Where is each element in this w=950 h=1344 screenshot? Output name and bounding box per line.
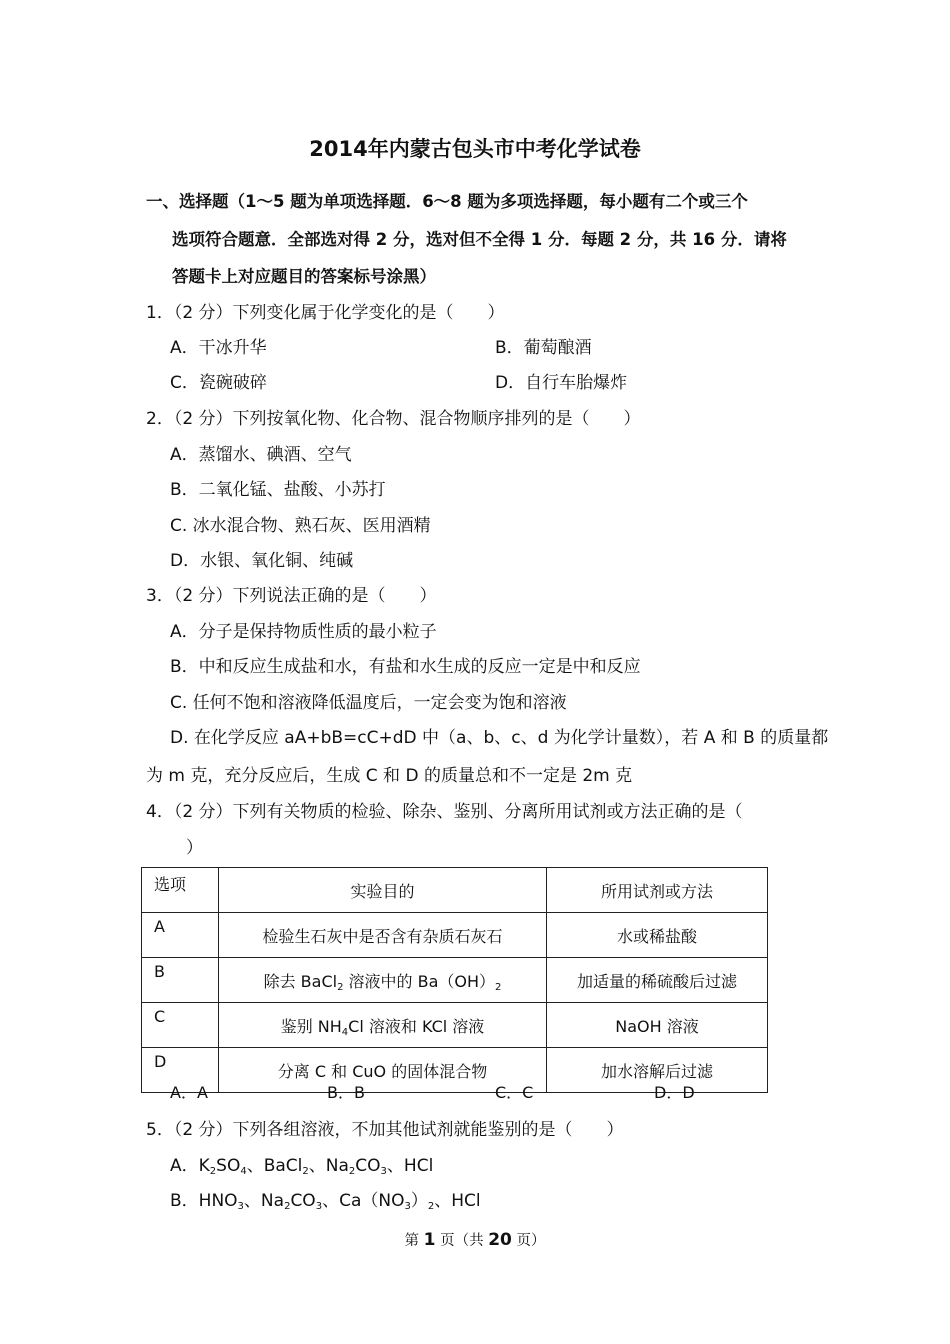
subscript: 2 (209, 1166, 217, 1177)
question-2-option-a: A．蒸馏水、碘酒、空气 (170, 445, 352, 465)
formula-text: 、Na (308, 1156, 349, 1176)
table-header-cell: 选项 (142, 868, 219, 913)
question-4-option-c: C．C (495, 1083, 534, 1102)
table-cell (219, 1003, 547, 1048)
table-cell: D (142, 1048, 219, 1093)
table-header-row (142, 868, 768, 913)
table-row (142, 913, 768, 958)
formula-text: SO (216, 1156, 241, 1176)
formula-text: A．K (170, 1156, 210, 1176)
question-3-stem: 3．（2 分）下列说法正确的是（ ） (146, 586, 437, 606)
subscript: 2 (302, 1166, 309, 1177)
footer-text: 第 (404, 1233, 424, 1249)
question-3-option-c: C. 任何不饱和溶液降低温度后，一定会变为饱和溶液 (170, 693, 567, 713)
formula-text: 、BaCl (246, 1156, 303, 1176)
table-header-cell: 实验目的 (219, 868, 547, 913)
question-3-option-d-line1: D. 在化学反应 aA+bB=cC+dD 中（a、b、c、d 为化学计量数），若 A 和 B 的质量都 (170, 728, 829, 748)
section-heading-line3: 答题卡上对应题目的答案标号涂黑） (172, 267, 436, 286)
subscript: 3 (404, 1201, 411, 1212)
table-cell: 检验生石灰中是否含有杂质石灰石 (219, 913, 547, 958)
footer-text: 页） (511, 1233, 546, 1249)
question-4-table (141, 867, 768, 1093)
subscript: 3 (237, 1201, 244, 1212)
table-cell: 分离 C 和 CuO 的固体混合物 (219, 1048, 547, 1093)
table-cell: 加水溶解后过滤 (547, 1048, 768, 1093)
question-1-stem: 1．（2 分）下列变化属于化学变化的是（ ） (146, 303, 505, 323)
section-heading-line1: 一、选择题（1～5 题为单项选择题．6～8 题为多项选择题，每小题有二个或三个 (146, 192, 748, 211)
question-1-option-d: D．自行车胎爆炸 (495, 373, 628, 393)
formula-text: 、HCl (434, 1191, 481, 1211)
question-5-option-a (170, 1151, 433, 1176)
question-4-stem-close: ） (186, 838, 203, 858)
cell-text: 除去 BaCl (263, 971, 338, 991)
table-cell: B (142, 958, 219, 1003)
question-2-option-b: B．二氧化锰、盐酸、小苏打 (170, 480, 386, 500)
subscript: 3 (315, 1201, 323, 1212)
subscript: 4 (240, 1166, 247, 1177)
question-4-option-a: A．A (170, 1083, 208, 1102)
cell-text: Cl 溶液和 KCl 溶液 (348, 1016, 485, 1036)
formula-text: 、Na (243, 1191, 285, 1211)
table-row (142, 1003, 768, 1048)
footer-text: 页（共 (435, 1233, 489, 1249)
formula-text: CO (355, 1156, 381, 1176)
question-4-stem: 4．（2 分）下列有关物质的检验、除杂、鉴别、分离所用试剂或方法正确的是（ (146, 802, 743, 822)
table-cell: C (142, 1003, 219, 1048)
formula-text: 、HCl (386, 1156, 434, 1176)
cell-text: 鉴别 NH (280, 1016, 342, 1036)
question-2-stem: 2．（2 分）下列按氧化物、化合物、混合物顺序排列的是（ ） (146, 409, 641, 429)
question-1-option-c: C．瓷碗破碎 (170, 373, 267, 393)
page-total: 20 (488, 1230, 512, 1250)
question-5-stem: 5．（2 分）下列各组溶液，不加其他试剂就能鉴别的是（ ） (146, 1120, 624, 1140)
table-cell: NaOH 溶液 (547, 1003, 768, 1048)
page-title: 2014年内蒙古包头市中考化学试卷 (309, 137, 641, 161)
subscript: 2 (427, 1201, 435, 1212)
question-2-option-d: D．水银、氧化铜、纯碱 (170, 551, 354, 571)
table-cell (219, 958, 547, 1003)
question-2-option-c: C. 冰水混合物、熟石灰、医用酒精 (170, 516, 431, 536)
formula-text: B．HNO (170, 1191, 238, 1211)
table-row (142, 958, 768, 1003)
formula-text: CO (290, 1191, 316, 1211)
formula-text: ） (410, 1191, 428, 1211)
subscript: 2 (495, 981, 502, 993)
subscript: 3 (380, 1166, 387, 1177)
question-3-option-b: B．中和反应生成盐和水，有盐和水生成的反应一定是中和反应 (170, 657, 641, 677)
page-number: 1 (423, 1230, 436, 1250)
cell-text: 溶液中的 Ba（OH） (343, 971, 496, 991)
question-4-option-d: D．D (654, 1083, 695, 1102)
table-header-cell: 所用试剂或方法 (547, 868, 768, 913)
question-3-option-a: A．分子是保持物质性质的最小粒子 (170, 622, 437, 642)
table-cell: 加适量的稀硫酸后过滤 (547, 958, 768, 1003)
table-cell: A (142, 913, 219, 958)
question-3-option-d-line2: 为 m 克，充分反应后，生成 C 和 D 的质量总和不一定是 2m 克 (146, 766, 633, 786)
subscript: 4 (341, 1026, 349, 1038)
subscript: 2 (284, 1201, 291, 1212)
page-footer (0, 1229, 950, 1250)
formula-text: 、Ca（NO (322, 1191, 405, 1211)
table-cell: 水或稀盐酸 (547, 913, 768, 958)
subscript: 2 (337, 981, 344, 993)
subscript: 2 (348, 1166, 356, 1177)
question-1-option-b: B．葡萄酿酒 (495, 338, 592, 358)
question-4-option-b: B．B (327, 1083, 365, 1102)
question-5-option-b (170, 1186, 481, 1211)
section-heading-line2: 选项符合题意．全部选对得 2 分，选对但不全得 1 分．每题 2 分，共 16 分．请将 (172, 230, 787, 249)
question-1-option-a: A．干冰升华 (170, 338, 267, 358)
